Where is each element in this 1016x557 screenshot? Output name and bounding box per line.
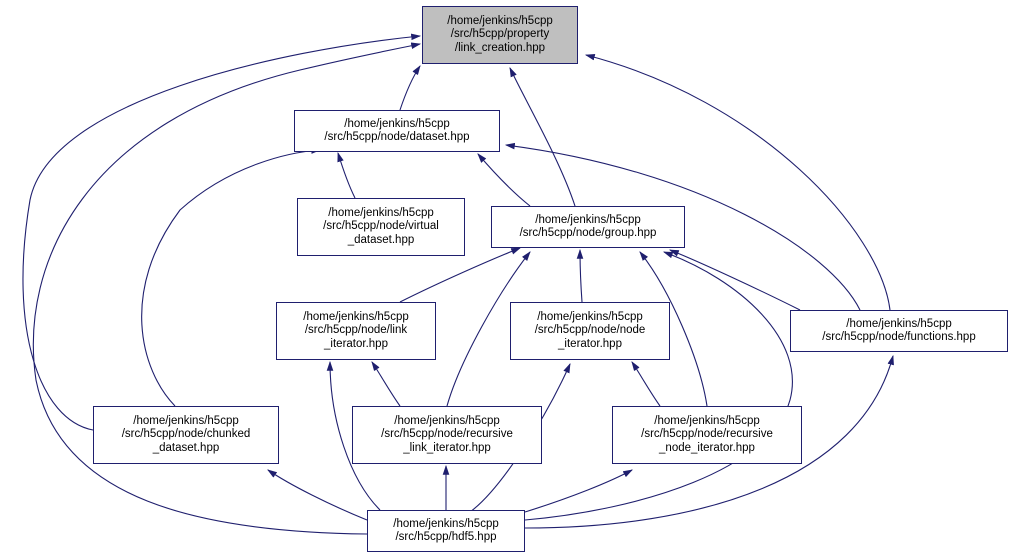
edge-recursive_link_iterator-to-link_iterator <box>372 362 400 406</box>
node-line: /src/h5cpp/node/recursive <box>381 428 513 441</box>
node-line: /src/h5cpp/node/chunked <box>121 428 251 441</box>
node-line: /src/h5cpp/node/node <box>534 324 646 337</box>
node-line: /home/jenkins/h5cpp <box>447 14 553 27</box>
edge-dataset-to-link_creation <box>400 66 420 110</box>
edge-group-to-dataset <box>478 154 530 206</box>
edge-hdf5-to-group <box>525 252 792 520</box>
node-functions-hpp[interactable] <box>790 310 1008 352</box>
node-line: /src/h5cpp/node/virtual <box>323 220 439 233</box>
node-line: _dataset.hpp <box>152 441 220 454</box>
node-line: /home/jenkins/h5cpp <box>393 517 499 530</box>
edge-functions-to-group <box>670 250 800 310</box>
node-line: _node_iterator.hpp <box>659 441 755 454</box>
node-line: /home/jenkins/h5cpp <box>846 317 952 330</box>
node-line: /home/jenkins/h5cpp <box>303 310 409 323</box>
edge-group-to-link_creation <box>510 68 575 206</box>
node-line: /home/jenkins/h5cpp <box>328 206 434 219</box>
edge-virtual_dataset-to-dataset <box>338 153 355 198</box>
node-line: /home/jenkins/h5cpp <box>344 117 450 130</box>
node-line: /home/jenkins/h5cpp <box>133 414 239 427</box>
edge-hdf5-to-recursive_node_iterator <box>525 470 632 512</box>
node-line: /src/h5cpp/node/functions.hpp <box>822 331 976 343</box>
node-line: /home/jenkins/h5cpp <box>537 310 643 323</box>
node-link-creation-hpp[interactable] <box>422 6 578 64</box>
node-node-iterator-hpp[interactable] <box>510 302 670 360</box>
node-line: _iterator.hpp <box>558 337 622 350</box>
node-line: _dataset.hpp <box>347 233 415 246</box>
node-line: /src/h5cpp/node/dataset.hpp <box>324 131 470 143</box>
node-line: /link_creation.hpp <box>454 41 546 54</box>
edge-link_iterator-to-group <box>400 248 520 302</box>
node-line: _iterator.hpp <box>324 337 388 350</box>
node-dataset-hpp[interactable] <box>294 110 500 152</box>
node-recursive-node-iterator-hpp[interactable] <box>612 406 802 464</box>
node-virtual-dataset-hpp[interactable] <box>297 198 465 256</box>
node-chunked-dataset-hpp[interactable] <box>93 406 279 464</box>
node-line: /home/jenkins/h5cpp <box>654 414 760 427</box>
node-hdf5-hpp[interactable] <box>367 510 525 552</box>
node-group-hpp[interactable] <box>491 206 685 248</box>
edge-recursive_node_iterator-to-node_iterator <box>632 362 660 406</box>
edge-chunked_dataset-to-dataset <box>142 150 320 406</box>
node-line: /src/h5cpp/node/recursive <box>641 428 773 441</box>
node-line: /src/h5cpp/node/link <box>304 324 408 337</box>
edge-functions-to-link_creation <box>586 55 890 310</box>
node-line: /src/h5cpp/hdf5.hpp <box>395 531 497 543</box>
node-line: /home/jenkins/h5cpp <box>535 213 641 226</box>
node-recursive-link-iterator-hpp[interactable] <box>352 406 542 464</box>
node-line: _link_iterator.hpp <box>403 441 491 454</box>
edge-hdf5-to-chunked_dataset <box>268 470 367 520</box>
node-link-iterator-hpp[interactable] <box>276 302 436 360</box>
node-line: /src/h5cpp/node/group.hpp <box>519 227 657 239</box>
edge-node_iterator-to-group <box>580 250 582 302</box>
node-line: /src/h5cpp/property <box>450 28 550 41</box>
node-line: /home/jenkins/h5cpp <box>394 414 500 427</box>
